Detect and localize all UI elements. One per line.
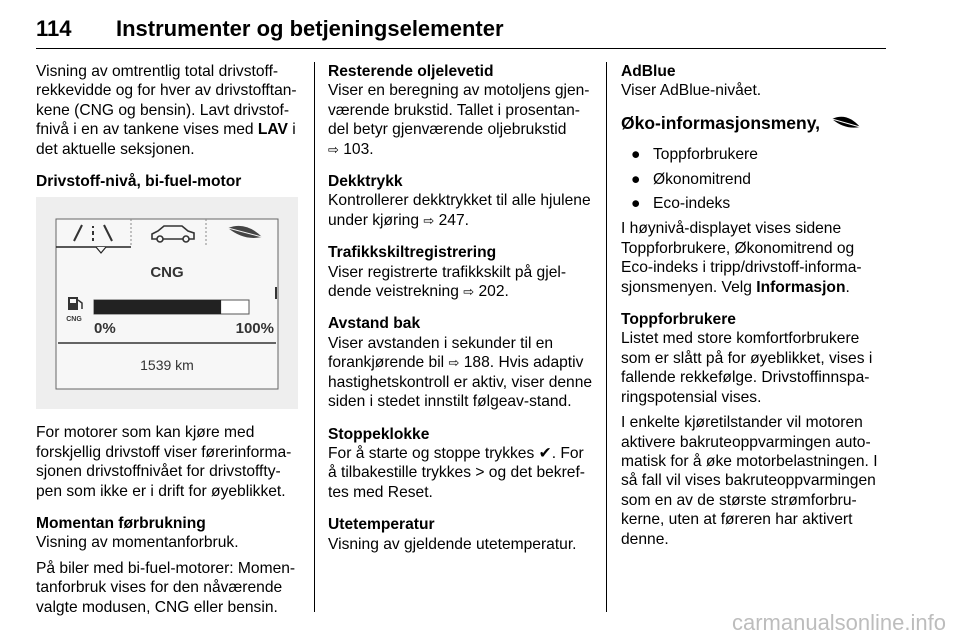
column-right: AdBlue Viser AdBlue-nivået. Øko-informasjonsmeny, ● Toppforbrukere ● Økonomitrend ● Eco-indeks I høynivå-displayet vises sidene Toppforbrukere, Økonomitrend og Eco-indeks i tripp/drivstoff-informa-sjonsmenyen. Velg Informasjon. Toppforbrukere Listet med store komfortforbrukere som er slått på for øyeblikket, vises i fallende rekkefølge. Drivstoffinnspa-ringspotensial vises. I enkelte kjøretilstander vil motoren aktivere bakruteoppvarmingen auto-matisk for å øke motorbelastningen. I så fall vil vises bakruteoppvarmingen som en av de største strømforbru-kerne, uten at føreren har aktivert denne. bbox=[621, 62, 887, 562]
page-ref-icon: ⇨ bbox=[463, 284, 475, 300]
figure-heading: Drivstoff-nivå, bi-fuel-motor bbox=[36, 173, 242, 191]
heading-eco-menu: Øko-informasjonsmeny, bbox=[621, 114, 887, 133]
heading-traffic-sign: Trafikkskiltregistrering bbox=[328, 244, 497, 262]
list-item: ● Toppforbrukere bbox=[631, 146, 758, 164]
fuel-mode-label: CNG bbox=[150, 264, 184, 282]
page-header bbox=[36, 8, 886, 49]
paragraph-rear-window-heating: I enkelte kjøretilstander vil motoren aktivere bakruteoppvarmingen auto-matisk for å øke motorbelastningen. I så fall vil vises bakruteoppvarmingen som en av de største strømforbru-kerne, uten at føreren har aktivert denne. bbox=[621, 414, 878, 548]
column-divider bbox=[606, 62, 607, 612]
chevron-right-icon: > bbox=[475, 464, 485, 482]
heading-momentan: Momentan førbrukning bbox=[36, 515, 206, 533]
fuel-level-fill bbox=[94, 300, 221, 314]
page-ref-icon: ⇨ bbox=[423, 212, 435, 228]
paragraph-high-level-display: I høynivå-displayet vises sidene Toppforbrukere, Økonomitrend og Eco-indeks i tripp/drivstoff-informa-sjonsmenyen. Velg Informasjon. bbox=[621, 220, 862, 296]
list-item: ● Eco-indeks bbox=[631, 195, 731, 213]
heading-outside-temp: Utetemperatur bbox=[328, 516, 435, 534]
list-item: ● Økonomitrend bbox=[631, 170, 751, 188]
heading-distance: Avstand bak bbox=[328, 315, 421, 333]
paragraph-momentan: Visning av momentanforbruk. bbox=[36, 534, 239, 552]
paragraph-bifuel-info: For motorer som kan kjøre med forskjellig drivstoff viser førerinforma-sjonen drivstoffnivået for drivstoffty-pen som ikke er i drift for øyeblikket. bbox=[36, 424, 292, 500]
pump-cng-label: CNG bbox=[66, 316, 82, 324]
column-divider bbox=[314, 62, 315, 612]
heading-tyre-pressure: Dekktrykk bbox=[328, 173, 403, 191]
range-readout: 1539 km bbox=[140, 357, 194, 374]
page-ref-icon: ⇨ bbox=[448, 355, 460, 371]
paragraph-bifuel-consumption: På biler med bi-fuel-motorer: Momen-tanforbruk vises for den nåværende valgte modusen, CNG eller bensin. bbox=[36, 559, 296, 616]
check-icon: ✔ bbox=[538, 444, 552, 462]
page-ref-icon: ⇨ bbox=[328, 141, 339, 157]
scale-max-label: 100% bbox=[235, 320, 274, 338]
page-number: 114 bbox=[36, 16, 72, 41]
heading-top-consumers: Toppforbrukere bbox=[621, 311, 736, 329]
column-left bbox=[36, 62, 302, 630]
watermark: carmanualsonline.info bbox=[731, 610, 946, 635]
scale-min-label: 0% bbox=[94, 320, 116, 338]
heading-stopwatch: Stoppeklokke bbox=[328, 425, 430, 443]
page-title: Instrumenter og betjeningselementer bbox=[116, 16, 504, 41]
heading-oil-life: Resterende oljelevetid bbox=[328, 63, 494, 80]
eco-leaf-icon bbox=[831, 115, 861, 131]
heading-adblue: AdBlue bbox=[621, 63, 676, 80]
eco-menu-list bbox=[621, 145, 887, 213]
column-middle: Resterende oljelevetid Viser en beregning av motoljens gjen-værende brukstid. Tallet i prosentan-del betyr gjenværende oljebrukstid ⇨ 103. Dekktrykk Kontrollerer dekktrykket til alle hjulene under kjøring ⇨ 247. Trafikkskiltregistrering Viser registrerte trafikkskilt på gjel-dende veistrekning ⇨ 202. Avstand bak Viser avstanden i sekunder til en forankjørende bil ⇨ 188. Hvis adaptiv hastighetskontroll er aktiv, viser denne siden i stedet innstilt følgeav-stand. Stoppeklokke For å starte og stoppe trykkes ✔. For å tilbakestille trykkes > og det bekref-tes med Reset. Utetemperatur Visning av gjeldende utetemperatur. bbox=[328, 63, 593, 553]
fuel-level-figure bbox=[36, 197, 298, 409]
paragraph-range: Visning av omtrentlig total drivstoff-rekkevidde og for hver av drivstofftan-kene (CNG og bensin). Lavt drivstof-fnivå i en av tankene vises med LAV i det aktuelle seksjonen. bbox=[36, 63, 297, 158]
